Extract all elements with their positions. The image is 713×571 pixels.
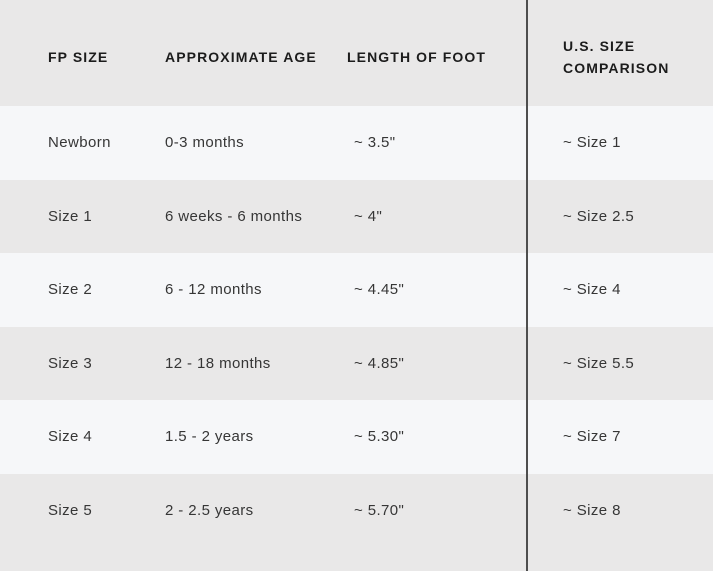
table-row [0, 180, 713, 254]
cell-fp-size: Size 4 [48, 428, 93, 446]
table-row [0, 253, 713, 327]
cell-us-size-comparison: ~ Size 1 [563, 134, 621, 152]
cell-length-of-foot: ~ 4" [354, 207, 383, 225]
cell-approximate-age: 2 - 2.5 years [165, 501, 254, 519]
cell-us-size-comparison: ~ Size 7 [563, 428, 621, 446]
cell-length-of-foot: ~ 5.30" [354, 428, 405, 446]
bottom-filler [0, 547, 713, 571]
cell-length-of-foot: ~ 4.85" [354, 354, 405, 372]
column-header-fp-size: FP SIZE [48, 49, 109, 65]
table-row [0, 327, 713, 401]
table-row [0, 474, 713, 548]
column-header-us-size-comparison: U.S. SIZE COMPARISON [563, 38, 670, 76]
cell-approximate-age: 12 - 18 months [165, 354, 271, 372]
table-row [0, 400, 713, 474]
column-header-approximate-age: APPROXIMATE AGE [165, 49, 317, 65]
cell-us-size-comparison: ~ Size 2.5 [563, 207, 635, 225]
cell-us-size-comparison: ~ Size 5.5 [563, 354, 635, 372]
table-header-row [0, 0, 713, 106]
cell-approximate-age: 6 - 12 months [165, 281, 262, 299]
cell-approximate-age: 0-3 months [165, 134, 245, 152]
cell-approximate-age: 6 weeks - 6 months [165, 207, 303, 225]
table-body [0, 106, 713, 547]
cell-approximate-age: 1.5 - 2 years [165, 428, 254, 446]
cell-us-size-comparison: ~ Size 8 [563, 501, 621, 519]
table-row [0, 106, 713, 180]
cell-fp-size: Size 3 [48, 354, 93, 372]
column-header-length-of-foot: LENGTH OF FOOT [347, 49, 487, 65]
cell-length-of-foot: ~ 5.70" [354, 501, 405, 519]
cell-fp-size: Size 5 [48, 501, 93, 519]
cell-length-of-foot: ~ 4.45" [354, 281, 405, 299]
cell-fp-size: Newborn [48, 134, 111, 152]
column-divider-line [526, 0, 528, 571]
cell-fp-size: Size 2 [48, 281, 93, 299]
cell-length-of-foot: ~ 3.5" [354, 134, 396, 152]
cell-fp-size: Size 1 [48, 207, 93, 225]
cell-us-size-comparison: ~ Size 4 [563, 281, 621, 299]
